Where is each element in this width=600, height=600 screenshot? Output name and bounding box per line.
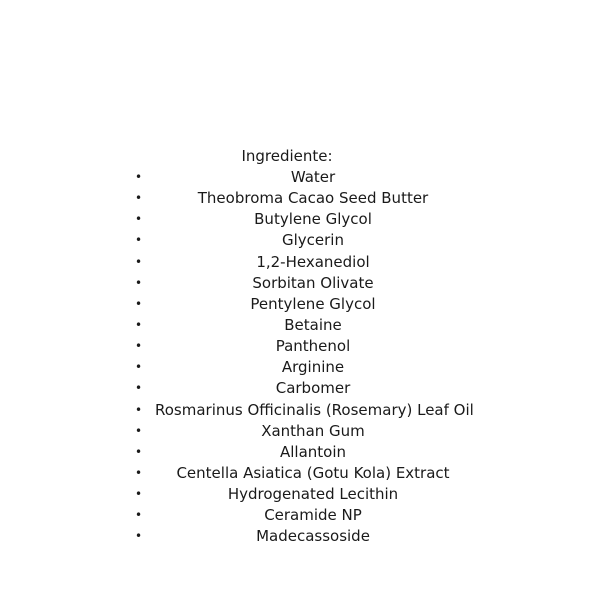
ingredient-label: Panthenol (275, 337, 351, 356)
ingredient-label: Rosmarinus Officinalis (Rosemary) Leaf Oil (155, 400, 474, 419)
bullet-icon: • (135, 317, 143, 332)
list-item (0, 463, 600, 484)
list-item (0, 484, 600, 505)
list-item (0, 336, 600, 357)
list-item (0, 421, 600, 442)
list-item (0, 209, 600, 230)
ingredient-label: Glycerin (282, 231, 344, 250)
list-item (0, 400, 600, 421)
bullet-icon: • (135, 402, 143, 417)
ingredient-label: Theobroma Cacao Seed Butter (197, 189, 429, 208)
ingredient-label: Water (290, 168, 336, 186)
list-item (0, 505, 600, 526)
list-item (0, 273, 600, 294)
list-item (0, 526, 600, 547)
ingredient-label: Allantoin (279, 442, 347, 461)
bullet-icon: • (135, 233, 143, 248)
bullet-icon: • (135, 465, 143, 480)
bullet-icon: • (135, 339, 143, 354)
ingredients-heading: Ingrediente: (241, 147, 333, 165)
list-item (0, 188, 600, 209)
ingredient-label: Centella Asiatica (Gotu Kola) Extract (176, 463, 450, 482)
ingredient-label: Madecassoside (256, 527, 370, 546)
list-item (0, 357, 600, 378)
ingredient-label: Xanthan Gum (261, 421, 365, 440)
ingredient-label: Betaine (284, 315, 342, 334)
bullet-icon: • (135, 487, 143, 502)
list-item (0, 294, 600, 315)
ingredient-label: Ceramide NP (264, 506, 362, 525)
ingredient-label: Butylene Glycol (254, 210, 372, 229)
list-item (0, 167, 600, 188)
list-item (0, 230, 600, 251)
bullet-icon: • (135, 191, 143, 206)
ingredient-label: Carbomer (275, 379, 351, 398)
bullet-icon: • (135, 508, 143, 523)
list-item (0, 442, 600, 463)
ingredient-label: Pentylene Glycol (250, 294, 376, 313)
ingredient-label: Hydrogenated Lecithin (227, 485, 399, 504)
bullet-icon: • (135, 529, 143, 544)
bullet-icon: • (135, 444, 143, 459)
ingredient-label: 1,2-Hexanediol (256, 252, 370, 271)
bullet-icon: • (135, 296, 143, 311)
list-item (0, 252, 600, 273)
ingredient-label: Sorbitan Olivate (252, 273, 374, 292)
list-item (0, 378, 600, 399)
ingredient-label: Arginine (281, 358, 345, 377)
bullet-icon: • (135, 275, 143, 290)
ingredients-list (0, 167, 600, 548)
bullet-icon: • (135, 423, 143, 438)
bullet-icon: • (135, 381, 143, 396)
list-item (0, 315, 600, 336)
bullet-icon: • (135, 212, 143, 227)
bullet-icon: • (135, 360, 143, 375)
bullet-icon: • (135, 254, 143, 269)
bullet-icon: • (135, 170, 143, 184)
